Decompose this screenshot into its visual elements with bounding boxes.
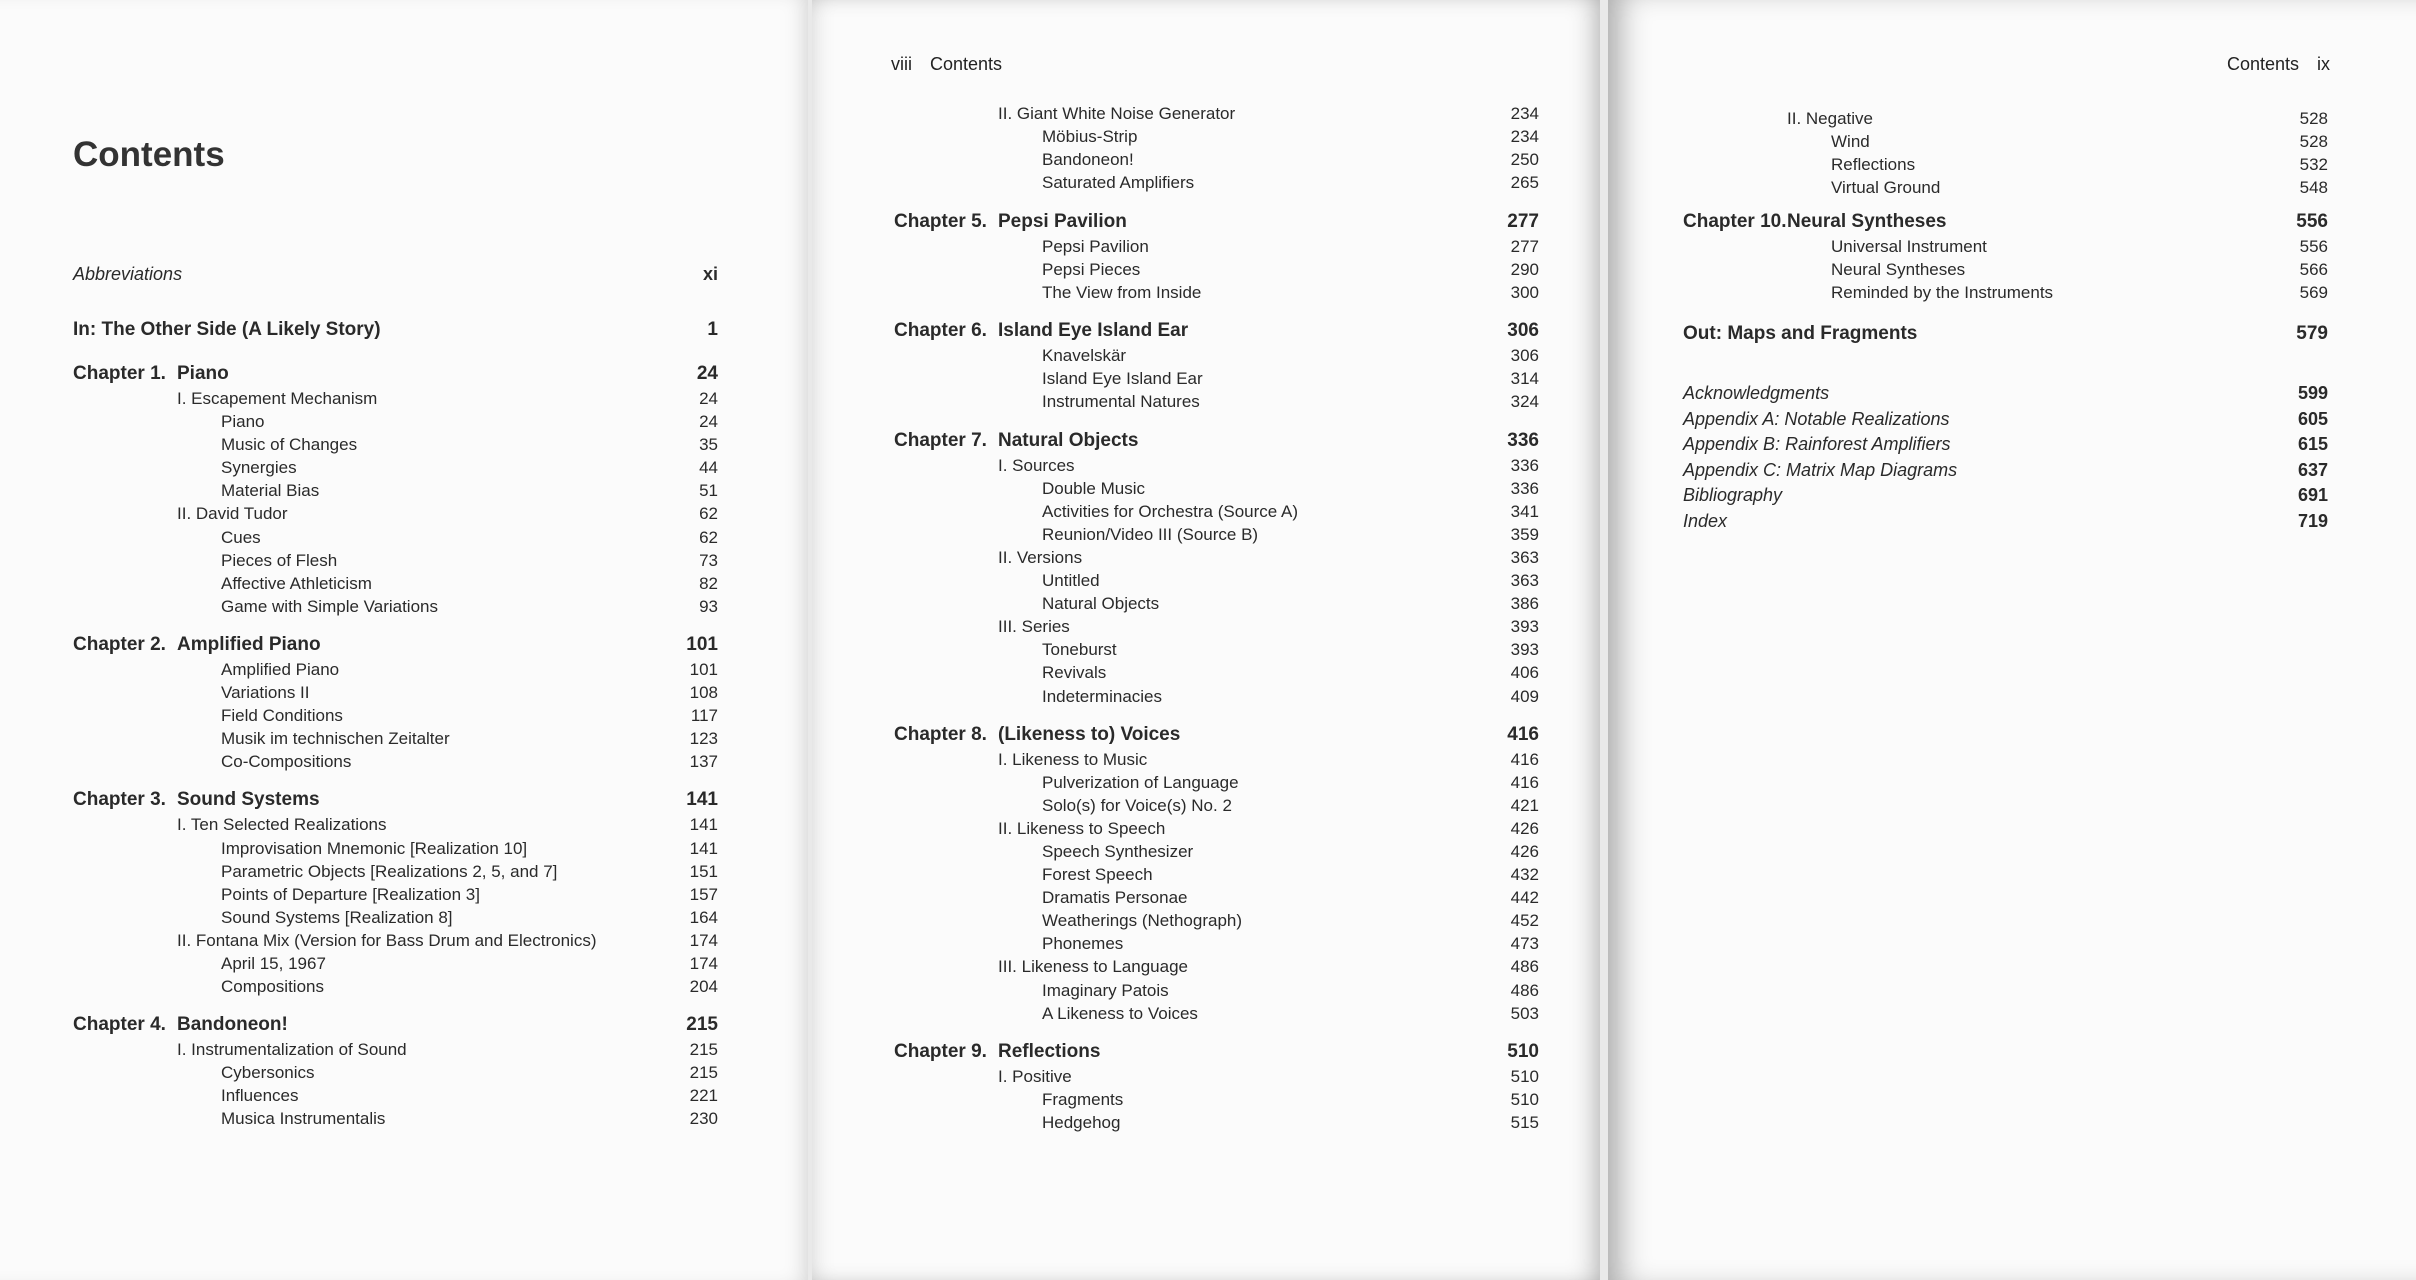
entry-title: Hedgehog <box>1042 1112 1121 1132</box>
toc-subsection <box>894 235 1539 258</box>
entry-title: III. Series <box>998 617 1070 637</box>
toc-subsection <box>894 523 1539 546</box>
entry-page: 416 <box>1510 749 1539 769</box>
toc-subsection <box>894 771 1539 794</box>
toc-section <box>73 502 718 525</box>
entry-title: Abbreviations <box>73 264 183 284</box>
entry-page: 503 <box>1510 1003 1539 1023</box>
chapter-title: Sound Systems <box>177 789 320 811</box>
chapter-label: Chapter 6. <box>894 320 987 342</box>
toc-chapter-heading <box>73 787 718 813</box>
toc-section <box>894 546 1539 569</box>
entry-title: Field Conditions <box>221 706 343 726</box>
entry-title: Reflections <box>1831 155 1916 175</box>
toc-chapter-heading <box>73 632 718 658</box>
toc-subsection <box>894 477 1539 500</box>
toc-subsection <box>73 1084 718 1107</box>
toc-section <box>894 955 1539 978</box>
toc-continued-mid <box>894 102 1539 194</box>
entry-page: 35 <box>699 435 718 455</box>
entry-title: Speech Synthesizer <box>1042 841 1194 861</box>
toc-chapter-heading <box>894 209 1539 235</box>
toc-subsection <box>894 258 1539 281</box>
toc-chapter-heading <box>73 1012 718 1038</box>
entry-page: 123 <box>689 729 718 749</box>
entry-title: Phonemes <box>1042 934 1124 954</box>
right-page <box>1608 0 2416 1280</box>
entry-page: 548 <box>2299 178 2328 198</box>
entry-title: Solo(s) for Voice(s) No. 2 <box>1042 795 1232 815</box>
entry-title: Saturated Amplifiers <box>1042 173 1195 193</box>
toc-front <box>73 262 718 288</box>
entry-title: Imaginary Patois <box>1042 980 1169 1000</box>
toc-subsection <box>894 638 1539 661</box>
entry-page: 486 <box>1510 957 1539 977</box>
toc-back-matter-item <box>1683 407 2328 433</box>
toc-abbreviations <box>73 262 718 288</box>
toc-part-in <box>73 317 718 343</box>
entry-title: Forest Speech <box>1042 865 1153 885</box>
entry-title: Weatherings (Nethograph) <box>1042 911 1243 931</box>
entry-title: I. Likeness to Music <box>998 749 1148 769</box>
entry-page: 141 <box>689 815 718 835</box>
entry-title: II. Fontana Mix (Version for Bass Drum and Electronics) <box>177 930 597 950</box>
toc-subsection <box>1683 235 2328 258</box>
toc-subsection <box>894 344 1539 367</box>
chapter-page: 277 <box>1507 211 1539 232</box>
toc-section <box>894 748 1539 771</box>
entry-page: 426 <box>1510 841 1539 861</box>
entry-title: I. Escapement Mechanism <box>177 389 378 408</box>
toc-section <box>894 1065 1539 1088</box>
toc-subsection <box>73 860 718 883</box>
chapter-label: Chapter 3. <box>73 789 166 811</box>
entry-page: 386 <box>1510 594 1539 614</box>
entry-title: Co-Compositions <box>221 752 352 772</box>
running-head-title: Contents <box>2226 54 2299 74</box>
toc-subsection <box>73 1061 718 1084</box>
chapter-label: Chapter 9. <box>894 1040 987 1062</box>
chapter-title: Island Eye Island Ear <box>998 320 1189 342</box>
chapter-label: Chapter 4. <box>73 1014 166 1036</box>
entry-title: Pepsi Pieces <box>1042 260 1141 280</box>
entry-page: 421 <box>1510 795 1539 815</box>
entry-title: Parametric Objects [Realizations 2, 5, and 7] <box>221 861 558 881</box>
toc-subsection <box>73 727 718 750</box>
entry-title: Music of Changes <box>221 435 358 455</box>
entry-title: Toneburst <box>1042 640 1117 660</box>
chapter-page: 306 <box>1507 320 1539 342</box>
entry-page: 174 <box>689 953 718 973</box>
page-folio: viii <box>891 54 912 74</box>
entry-title: Synergies <box>221 458 297 478</box>
entry-title: April 15, 1967 <box>221 953 326 973</box>
toc-subsection <box>894 1088 1539 1111</box>
toc-chapter-heading <box>894 1039 1539 1065</box>
toc-subsection <box>73 704 718 727</box>
entry-page: 510 <box>1510 1089 1539 1109</box>
toc-subsection <box>73 410 718 433</box>
entry-title: Revivals <box>1042 663 1107 683</box>
toc-section <box>894 454 1539 477</box>
entry-page: 359 <box>1510 524 1539 544</box>
entry-title: Affective Athleticism <box>221 573 372 593</box>
entry-title: Index <box>1683 510 1728 531</box>
toc-subsection <box>73 681 718 704</box>
toc-subsection <box>894 500 1539 523</box>
toc-subsection <box>894 979 1539 1002</box>
toc-in-part <box>73 317 718 343</box>
running-head <box>891 54 1002 75</box>
entry-page: 605 <box>2297 408 2328 429</box>
toc-back-matter <box>1683 381 2328 534</box>
toc-subsection <box>894 367 1539 390</box>
entry-page: 204 <box>689 977 718 997</box>
toc-subsection <box>894 1111 1539 1134</box>
entry-page: 215 <box>689 1040 718 1060</box>
entry-title: Indeterminacies <box>1042 686 1163 706</box>
entry-title: Instrumental Natures <box>1042 392 1200 412</box>
toc-back-matter-item <box>1683 458 2328 484</box>
part-page: 579 <box>2296 323 2328 344</box>
entry-page: 615 <box>2297 434 2328 454</box>
entry-title: Amplified Piano <box>221 659 340 679</box>
entry-page: 265 <box>1510 173 1539 193</box>
toc-subsection <box>894 909 1539 932</box>
entry-title: II. Versions <box>998 547 1083 567</box>
entry-page: 442 <box>1510 888 1539 908</box>
entry-title: I. Ten Selected Realizations <box>177 815 387 835</box>
entry-page: 599 <box>2297 383 2328 403</box>
toc-chapters-mid <box>894 209 1539 1134</box>
entry-page: 24 <box>699 412 718 432</box>
entry-page: 108 <box>689 683 718 703</box>
toc-chapters-right <box>1683 209 2328 304</box>
chapter-title: Amplified Piano <box>177 633 321 655</box>
entry-page: 234 <box>1510 127 1539 147</box>
toc-subsection <box>73 952 718 975</box>
chapter-title: Piano <box>177 363 229 384</box>
entry-title: Bandoneon! <box>1042 150 1134 170</box>
running-head <box>2227 54 2330 75</box>
entry-title: Appendix B: Rainforest Amplifiers <box>1683 434 1951 454</box>
toc-subsection <box>894 281 1539 304</box>
entry-page: 93 <box>699 596 718 616</box>
toc-back-matter-item <box>1683 509 2328 535</box>
toc-subsection <box>73 975 718 998</box>
toc-subsection <box>894 148 1539 171</box>
entry-title: Variations II <box>221 683 310 703</box>
entry-page: 221 <box>689 1086 718 1106</box>
entry-page: 393 <box>1510 640 1539 660</box>
toc-subsection <box>894 390 1539 413</box>
entry-title: Game with Simple Variations <box>221 596 438 616</box>
entry-title: Island Eye Island Ear <box>1042 369 1203 389</box>
entry-page: 409 <box>1510 686 1539 706</box>
chapter-title: Pepsi Pavilion <box>998 211 1127 232</box>
toc-subsection <box>73 456 718 479</box>
entry-title: Untitled <box>1042 571 1100 591</box>
toc-subsection <box>73 479 718 502</box>
entry-title: I. Sources <box>998 455 1075 475</box>
entry-title: Reminded by the Instruments <box>1831 283 2054 303</box>
entry-title: II. David Tudor <box>177 504 288 524</box>
entry-page: 528 <box>2299 132 2328 152</box>
toc-subsection <box>894 840 1539 863</box>
toc-subsection <box>1683 176 2328 199</box>
entry-page: 157 <box>689 884 718 904</box>
entry-title: Möbius-Strip <box>1042 127 1138 147</box>
entry-title: Appendix C: Matrix Map Diagrams <box>1683 459 1958 480</box>
toc-subsection <box>73 750 718 773</box>
entry-title: Neural Syntheses <box>1831 260 1966 280</box>
entry-title: Universal Instrument <box>1831 237 1987 256</box>
chapter-page: 556 <box>2296 211 2328 232</box>
entry-page: 250 <box>1510 150 1539 170</box>
toc-subsection <box>894 685 1539 708</box>
entry-page: 73 <box>699 550 718 570</box>
entry-page: 24 <box>699 389 718 408</box>
entry-title: Musica Instrumentalis <box>221 1109 386 1129</box>
chapter-page: 101 <box>686 633 718 655</box>
entry-page: 432 <box>1510 865 1539 885</box>
entry-title: Acknowledgments <box>1683 383 1830 403</box>
entry-title: Dramatis Personae <box>1042 888 1188 908</box>
entry-title: Double Music <box>1042 478 1145 498</box>
toc-subsection <box>894 125 1539 148</box>
entry-title: Sound Systems [Realization 8] <box>221 907 453 927</box>
entry-page: 174 <box>689 930 718 950</box>
entry-page: 510 <box>1510 1066 1539 1086</box>
entry-page: 324 <box>1510 392 1539 412</box>
entry-page: 215 <box>689 1063 718 1083</box>
chapter-title: Natural Objects <box>998 429 1139 451</box>
part-title: Out: Maps and Fragments <box>1683 323 1918 344</box>
toc-chapters-left <box>73 361 718 1131</box>
entry-page: 277 <box>1510 237 1539 256</box>
entry-page: 341 <box>1510 501 1539 521</box>
chapter-title: Reflections <box>998 1040 1101 1062</box>
toc-subsection <box>73 572 718 595</box>
toc-subsection <box>894 569 1539 592</box>
toc-subsection <box>894 794 1539 817</box>
entry-page: 556 <box>2299 237 2328 256</box>
toc-subsection <box>894 863 1539 886</box>
toc-subsection <box>1683 281 2328 304</box>
part-title: In: The Other Side (A Likely Story) <box>73 319 381 340</box>
entry-page: 51 <box>699 481 718 501</box>
chapter-title: Bandoneon! <box>177 1014 288 1036</box>
chapter-page: 510 <box>1507 1040 1539 1062</box>
toc-section <box>73 813 718 836</box>
entry-title: Influences <box>221 1086 299 1106</box>
toc-subsection <box>1683 153 2328 176</box>
chapter-label: Chapter 7. <box>894 429 987 451</box>
entry-page: 363 <box>1510 547 1539 567</box>
entry-page: 691 <box>2297 485 2328 505</box>
entry-title: Reunion/Video III (Source B) <box>1042 524 1259 544</box>
toc-subsection <box>73 1107 718 1130</box>
toc-subsection <box>73 549 718 572</box>
entry-page: 300 <box>1510 283 1539 303</box>
entry-page: 452 <box>1510 911 1539 931</box>
toc-subsection <box>73 906 718 929</box>
entry-title: Pieces of Flesh <box>221 550 338 570</box>
toc-continued-right <box>1683 107 2328 199</box>
toc-section <box>73 929 718 952</box>
toc-section <box>894 102 1539 125</box>
toc-subsection <box>1683 258 2328 281</box>
toc-subsection <box>73 658 718 681</box>
part-page: 1 <box>707 319 718 340</box>
chapter-page: 141 <box>686 789 718 811</box>
entry-page: 528 <box>2299 109 2328 128</box>
toc-subsection <box>73 837 718 860</box>
entry-title: Pepsi Pavilion <box>1042 237 1149 256</box>
entry-page: 569 <box>2299 283 2328 303</box>
page-title: Contents <box>73 135 225 174</box>
entry-page: 416 <box>1510 772 1539 792</box>
chapter-page: 336 <box>1507 429 1539 451</box>
entry-page: 426 <box>1510 818 1539 838</box>
entry-title: III. Likeness to Language <box>998 957 1188 977</box>
entry-page: 363 <box>1510 571 1539 591</box>
toc-chapter-heading <box>894 428 1539 454</box>
toc-out-part <box>1683 321 2328 347</box>
entry-page: 101 <box>689 659 718 679</box>
entry-page: 44 <box>699 458 718 478</box>
toc-chapter-heading <box>894 722 1539 748</box>
entry-title: II. Giant White Noise Generator <box>998 104 1236 123</box>
entry-page: 566 <box>2299 260 2328 280</box>
entry-title: Cues <box>221 527 261 547</box>
entry-title: A Likeness to Voices <box>1042 1003 1198 1023</box>
entry-page: 290 <box>1510 260 1539 280</box>
entry-page: 137 <box>689 752 718 772</box>
toc-section <box>1683 107 2328 130</box>
toc-subsection <box>894 171 1539 194</box>
running-head-title: Contents <box>930 54 1003 74</box>
entry-page: 532 <box>2299 155 2328 175</box>
left-page <box>0 0 808 1280</box>
toc-chapter-heading <box>1683 209 2328 235</box>
chapter-label: Chapter 5. <box>894 211 987 232</box>
entry-title: Piano <box>221 412 265 432</box>
entry-page: 486 <box>1510 980 1539 1000</box>
entry-title: Knavelskär <box>1042 346 1127 366</box>
entry-page: 62 <box>699 527 718 547</box>
entry-page: 82 <box>699 573 718 593</box>
entry-page: 306 <box>1510 346 1539 366</box>
toc-section <box>894 817 1539 840</box>
entry-title: II. Negative <box>1787 109 1873 128</box>
entry-page: 393 <box>1510 617 1539 637</box>
entry-title: Pulverization of Language <box>1042 772 1239 792</box>
entry-title: Wind <box>1831 132 1870 152</box>
toc-back-matter-item <box>1683 432 2328 458</box>
chapter-label: Chapter 10. <box>1683 211 1787 232</box>
chapter-title: Neural Syntheses <box>1787 211 1947 232</box>
toc-subsection <box>73 433 718 456</box>
entry-page: 314 <box>1510 369 1539 389</box>
toc-subsection <box>73 883 718 906</box>
entry-title: Activities for Orchestra (Source A) <box>1042 501 1299 521</box>
toc-subsection <box>894 1002 1539 1025</box>
chapter-page: 24 <box>696 363 718 384</box>
entry-title: Natural Objects <box>1042 594 1160 614</box>
chapter-label: Chapter 2. <box>73 633 166 655</box>
entry-page: 62 <box>699 504 718 524</box>
entry-title: Bibliography <box>1683 485 1783 505</box>
toc-back-matter-item <box>1683 381 2328 407</box>
entry-title: Appendix A: Notable Realizations <box>1683 408 1950 429</box>
toc-subsection <box>894 932 1539 955</box>
entry-page: 230 <box>689 1109 718 1129</box>
entry-title: I. Positive <box>998 1066 1072 1086</box>
toc-back-matter-item <box>1683 483 2328 509</box>
entry-page: 406 <box>1510 663 1539 683</box>
entry-title: Musik im technischen Zeitalter <box>221 729 450 749</box>
entry-title: Improvisation Mnemonic [Realization 10] <box>221 838 528 858</box>
entry-title: Fragments <box>1042 1089 1124 1109</box>
entry-page: 164 <box>689 907 718 927</box>
entry-page: 336 <box>1510 455 1539 475</box>
toc-subsection <box>894 886 1539 909</box>
toc-chapter-heading <box>73 361 718 387</box>
entry-page: xi <box>702 264 718 284</box>
toc-part-out <box>1683 321 2328 347</box>
entry-page: 151 <box>689 861 718 881</box>
entry-page: 515 <box>1510 1112 1539 1132</box>
entry-page: 473 <box>1510 934 1539 954</box>
middle-page <box>812 0 1600 1280</box>
toc-subsection <box>73 595 718 618</box>
toc-subsection <box>894 661 1539 684</box>
entry-title: Material Bias <box>221 481 320 501</box>
chapter-page: 215 <box>686 1014 718 1036</box>
toc-subsection <box>73 526 718 549</box>
chapter-title: (Likeness to) Voices <box>998 723 1181 745</box>
toc-section <box>73 1038 718 1061</box>
entry-title: Points of Departure [Realization 3] <box>221 884 480 904</box>
chapter-label: Chapter 8. <box>894 723 987 745</box>
entry-page: 336 <box>1510 478 1539 498</box>
entry-page: 719 <box>2297 510 2328 531</box>
entry-title: The View from Inside <box>1042 283 1202 303</box>
entry-page: 234 <box>1510 104 1539 123</box>
toc-section <box>73 387 718 410</box>
entry-page: 637 <box>2297 459 2328 480</box>
chapter-label: Chapter 1. <box>73 363 166 384</box>
toc-chapter-heading <box>894 318 1539 344</box>
entry-title: Compositions <box>221 977 324 997</box>
entry-title: I. Instrumentalization of Sound <box>177 1040 407 1060</box>
entry-page: 141 <box>689 838 718 858</box>
toc-section <box>894 615 1539 638</box>
entry-page: 117 <box>690 706 718 726</box>
page-folio: ix <box>2317 54 2330 74</box>
toc-subsection <box>1683 130 2328 153</box>
chapter-page: 416 <box>1507 723 1539 745</box>
entry-title: Cybersonics <box>221 1063 315 1083</box>
toc-subsection <box>894 592 1539 615</box>
entry-title: II. Likeness to Speech <box>998 818 1166 838</box>
entry-title: Virtual Ground <box>1831 178 1941 198</box>
